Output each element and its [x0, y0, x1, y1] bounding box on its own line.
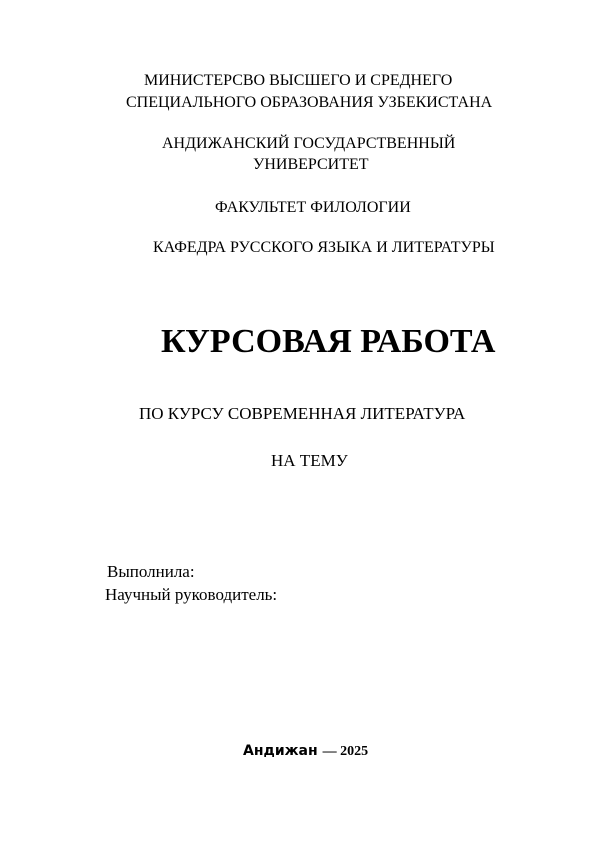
faculty-name: ФАКУЛЬТЕТ ФИЛОЛОГИИ [215, 199, 411, 216]
course-name: ПО КУРСУ СОВРЕМЕННАЯ ЛИТЕРАТУРА [139, 404, 466, 423]
document-title: КУРСОВАЯ РАБОТА [161, 323, 496, 360]
footer-city: Андижан [243, 743, 323, 759]
university-line-2: УНИВЕРСИТЕТ [253, 156, 369, 173]
university-line-1: АНДИЖАНСКИЙ ГОСУДАРСТВЕННЫЙ [162, 135, 456, 152]
ministry-line-1: МИНИСТЕРСВО ВЫСШЕГО И СРЕДНЕГО [144, 72, 453, 89]
performer-label: Выполнила: [107, 562, 195, 581]
supervisor-label: Научный руководитель: [105, 585, 278, 604]
theme-label: НА ТЕМУ [271, 451, 348, 470]
footer-year: — 2025 [322, 744, 369, 759]
ministry-line-2: СПЕЦИАЛЬНОГО ОБРАЗОВАНИЯ УЗБЕКИСТАНА [126, 94, 493, 111]
footer-city-year [243, 742, 368, 761]
department-name: КАФЕДРА РУССКОГО ЯЗЫКА И ЛИТЕРАТУРЫ [153, 239, 495, 256]
